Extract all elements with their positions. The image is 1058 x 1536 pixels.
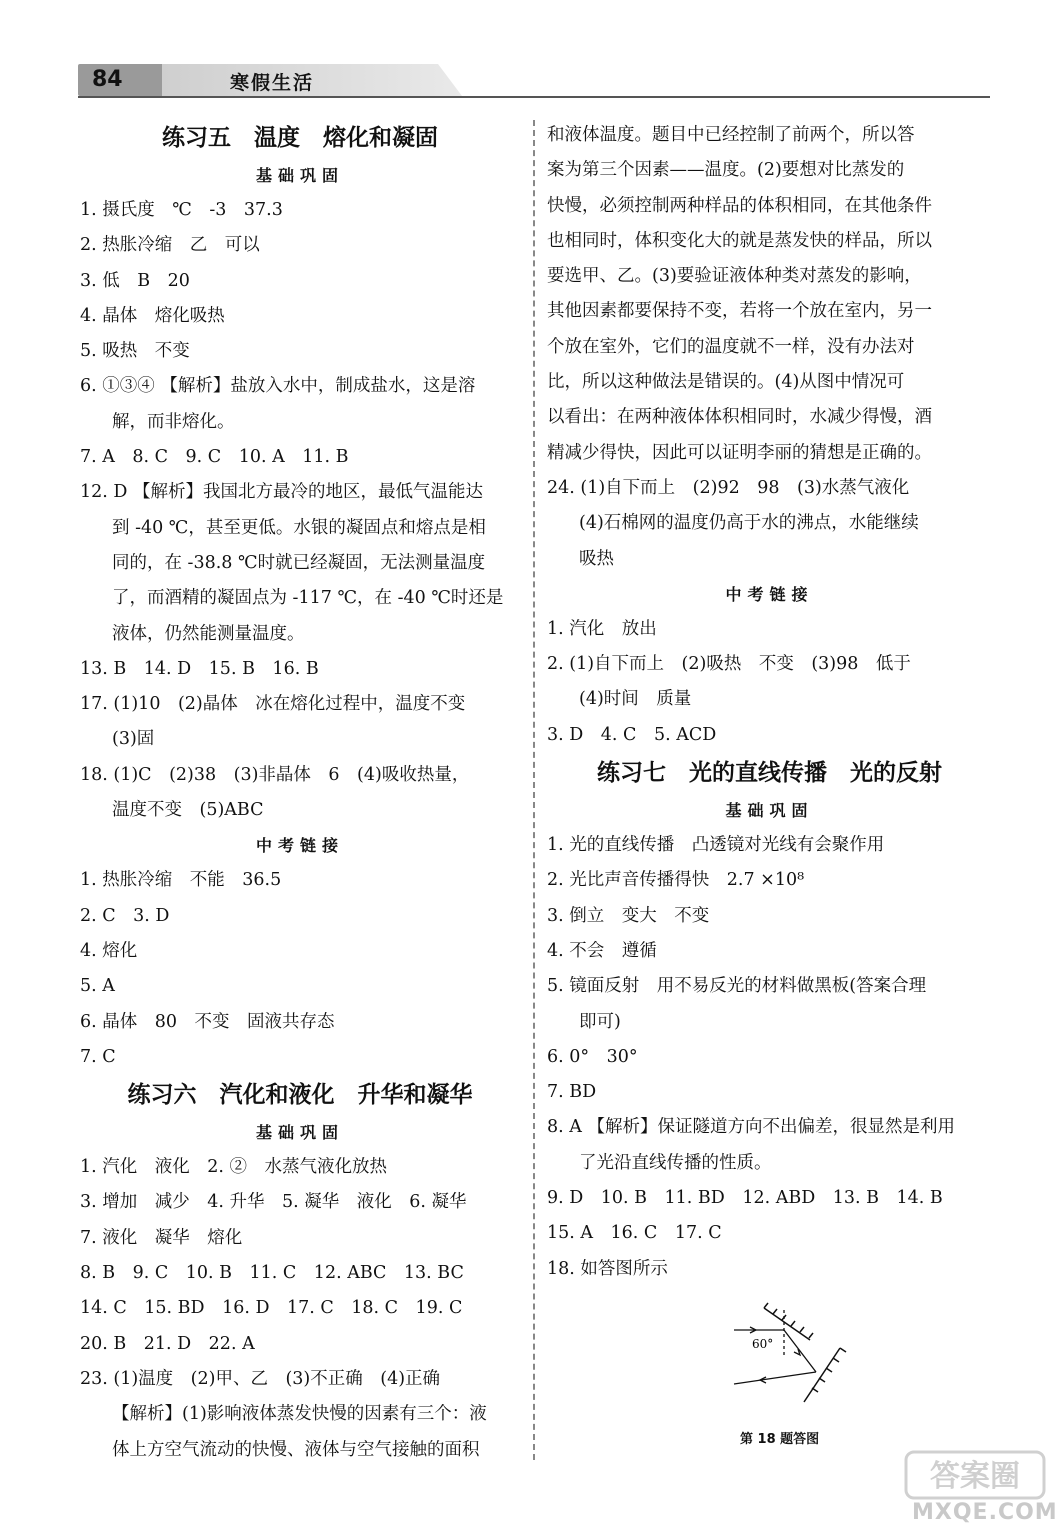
answer-line: 8. A 【解析】保证隧道方向不出偏差，很显然是利用 [547, 1117, 955, 1138]
answer-line: 2. C 3. D [80, 905, 170, 926]
answer-line: 5. 吸热 不变 [80, 341, 190, 362]
column-divider [533, 120, 535, 1460]
answer-line: 2. (1)自下而上 (2)吸热 不变 (3)98 低于 [547, 654, 911, 675]
answer-line: 7. A 8. C 9. C 10. A 11. B [80, 447, 349, 468]
answer-line: 其他因素都要保持不变，若将一个放在室内，另一 [547, 301, 932, 322]
page-number: 84 [78, 64, 166, 96]
answer-line: 快慢，必须控制两种样品的体积相同，在其他条件 [547, 195, 932, 216]
answer-line: (4)时间 质量 [579, 689, 692, 710]
subsection-title: 基础巩固 [255, 166, 344, 185]
answer-line: 24. (1)自下而上 (2)92 98 (3)水蒸气液化 [547, 477, 910, 498]
answer-line: 7. 液化 凝华 熔化 [80, 1227, 243, 1248]
header-title: 寒假生活 [230, 72, 315, 94]
answer-line: 1. 摄氏度 ℃ -3 37.3 [80, 200, 283, 220]
answer-line: 了，而酒精的凝固点为 -117 ℃，在 -40 ℃时还是 [112, 588, 504, 609]
answer-line: 4. 晶体 熔化吸热 [80, 305, 225, 326]
answer-line: 也相同时，体积变化大的就是蒸发快的样品，所以 [547, 230, 932, 251]
answer-line: 8. B 9. C 10. B 11. C 12. ABC 13. BC [80, 1263, 464, 1284]
answer-line: 吸热 [579, 548, 614, 569]
watermark-text: MXQE.COM [912, 1500, 1058, 1525]
angle-label: 60° [752, 1337, 774, 1351]
answer-line: 1. 热胀冷缩 不能 36.5 [80, 870, 282, 891]
subsection-title: 中考链接 [725, 584, 814, 604]
answer-line: 18. 如答图所示 [547, 1258, 668, 1279]
answer-line: 同的，在 -38.8 ℃时就已经凝固，无法测量温度 [112, 552, 486, 573]
answer-line: 23. (1)温度 (2)甲、乙 (3)不正确 (4)正确 [80, 1368, 441, 1389]
answer-line: 15. A 16. C 17. C [547, 1223, 722, 1244]
answer-line: 6. 0° 30° [547, 1046, 638, 1067]
answer-line: 精减少得快，因此可以证明李丽的猜想是正确的。 [547, 442, 932, 463]
answer-line: (3)固 [112, 729, 155, 750]
answer-line: 了光沿直线传播的性质。 [579, 1152, 772, 1173]
answer-line: 以看出：在两种液体体积相同时，水减少得慢，酒 [547, 407, 932, 428]
answer-line: 1. 汽化 放出 [547, 618, 657, 639]
section-title: 练习五 温度 熔化和凝固 [162, 124, 438, 151]
answer-line: 17. (1)10 (2)晶体 冰在熔化过程中，温度不变 [80, 694, 466, 715]
answer-line: 比，所以这种做法是错误的。(4)从图中情况可 [547, 372, 905, 393]
answer-line: 3. D 4. C 5. ACD [547, 724, 717, 745]
answer-line: 18. (1)C (2)38 (3)非晶体 6 (4)吸收热量， [80, 764, 470, 785]
right-column [547, 118, 992, 1287]
answer-line: 案为第三个因素——温度。(2)要想对比蒸发的 [547, 160, 905, 181]
answer-line: 9. D 10. B 11. BD 12. ABD 13. B 14. B [547, 1188, 943, 1209]
watermark-logo-text: 答案圈 [930, 1459, 1020, 1494]
answer-line: 液体，仍然能测量温度。 [112, 623, 305, 644]
answer-line: 6. 晶体 80 不变 固液共存态 [80, 1011, 335, 1032]
header-rule [78, 96, 990, 98]
subsection-title: 基础巩固 [255, 1123, 344, 1143]
answer-line: 到 -40 ℃，甚至更低。水银的凝固点和熔点是相 [112, 517, 486, 538]
left-column [80, 118, 520, 1468]
answer-line: 20. B 21. D 22. A [80, 1333, 255, 1354]
answer-line: 体上方空气流动的快慢、液体与空气接触的面积 [112, 1439, 480, 1460]
answer-line: 7. C [80, 1046, 116, 1067]
answer-line: 2. 光比声音传播得快 2.7 ×10⁸ [547, 870, 805, 891]
answer-line: 6. ①③④ 【解析】盐放入水中，制成盐水，这是溶 [80, 376, 476, 397]
answer-line: 3. 低 B 20 [80, 270, 190, 291]
subsection-title: 中考链接 [255, 836, 344, 856]
section-title: 练习七 光的直线传播 光的反射 [597, 759, 942, 787]
answer-line: 2. 热胀冷缩 乙 可以 [80, 235, 260, 256]
mirror-1 [764, 1303, 813, 1340]
answer-line: 个放在室外，它们的温度就不一样，没有办法对 [547, 336, 915, 357]
mirror-2 [804, 1348, 846, 1402]
answer-line: 要选甲、乙。(3)要验证液体种类对蒸发的影响， [547, 266, 922, 287]
answer-line: 5. A [80, 976, 115, 997]
answer-line: 3. 倒立 变大 不变 [547, 905, 710, 926]
answer-line: 12. D 【解析】我国北方最冷的地区，最低气温能达 [80, 482, 483, 503]
reflection-figure [722, 1300, 852, 1406]
answer-line: 13. B 14. D 15. B 16. B [80, 658, 319, 679]
answer-line: 即可) [579, 1011, 621, 1032]
answer-line: 4. 不会 遵循 [547, 940, 657, 961]
answer-line: 1. 光的直线传播 凸透镜对光线有会聚作用 [547, 835, 885, 856]
section-title: 练习六 汽化和液化 升华和凝华 [127, 1081, 473, 1109]
answer-line: 14. C 15. BD 16. D 17. C 18. C 19. C [80, 1298, 463, 1319]
answer-line: 3. 增加 减少 4. 升华 5. 凝华 液化 6. 凝华 [80, 1192, 467, 1213]
answer-line: 7. BD [547, 1082, 597, 1103]
answer-line: 温度不变 (5)ABC [112, 800, 264, 821]
light-rays [734, 1310, 816, 1384]
answer-line: 4. 熔化 [80, 940, 138, 961]
page-header [78, 64, 990, 100]
figure-caption: 第 18 题答图 [740, 1432, 820, 1447]
answer-line: 【解析】(1)影响液体蒸发快慢的因素有三个：液 [112, 1404, 487, 1425]
answer-line: 和液体温度。题目中已经控制了前两个，所以答 [547, 125, 915, 145]
answer-line: 解，而非熔化。 [112, 411, 235, 432]
subsection-title: 基础巩固 [725, 801, 814, 821]
answer-line: 1. 汽化 液化 2. ② 水蒸气液化放热 [80, 1157, 388, 1178]
answer-line: (4)石棉网的温度仍高于水的沸点，水能继续 [579, 513, 919, 534]
answer-line: 5. 镜面反射 用不易反光的材料做黑板(答案合理 [547, 976, 927, 997]
